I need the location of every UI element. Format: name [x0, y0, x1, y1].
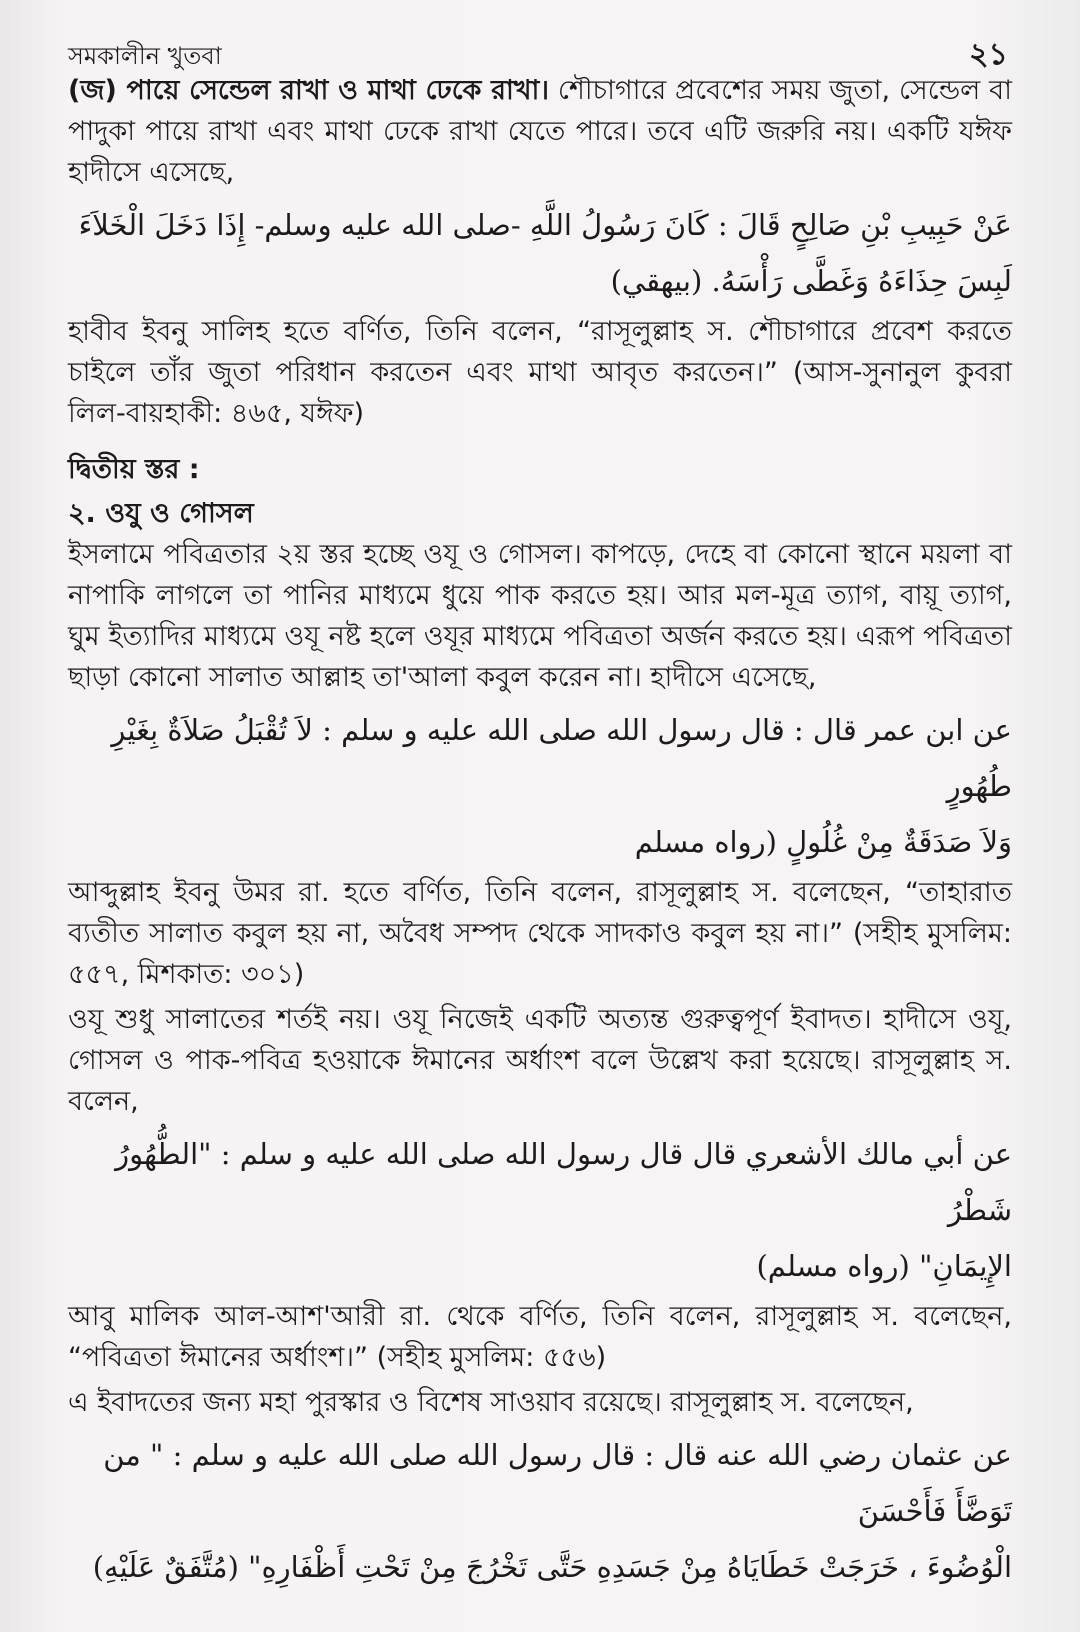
- arabic-hadith-3: [68, 1126, 1012, 1294]
- arabic-hadith-4: [68, 1427, 1012, 1595]
- translation-hadith-3: আবু মালিক আল-আশ'আরী রা. থেকে বর্ণিত, তিনি বলেন, রাসূলুল্লাহ স. বলেছেন, “পবিত্রতা ঈমানের অর্ধাংশ।” (সহীহ মুসলিম: ৫৫৬): [68, 1301, 1012, 1373]
- paragraph-sandal-head-cover: [68, 70, 1012, 193]
- second-level-heading: দ্বিতীয় স্তর :: [68, 454, 200, 485]
- translation-hadith-2: আব্দুল্লাহ ইবনু উমর রা. হতে বর্ণিত, তিনি বলেন, রাসূলুল্লাহ স. বলেছেন, “তাহারাত ব্যতীত সালাত কবুল হয় না, অবৈধ সম্পদ থেকে সাদকাও কবুল হয় না।” (সহীহ মুসলিম: ৫৫৭, মিশকাত: ৩০১): [68, 877, 1012, 990]
- page-header: [68, 30, 1012, 70]
- section-text-jha: শৌচাগারে প্রবেশের সময় জুতা, সেন্ডেল বা পাদুকা পায়ে রাখা এবং মাথা ঢেকে রাখা যেতে পারে। তবে এটি জরুরি নয়। একটি যঈফ হাদীসে এসেছে,: [68, 75, 1012, 188]
- section-heading-jha: (জ) পায়ে সেন্ডেল রাখা ও মাথা ঢেকে রাখা।: [68, 75, 550, 106]
- arabic-hadith-4-line-1: عن عثمان رضي الله عنه قال : قال رسول الله صلى الله عليه و سلم : " من تَوَضَّأَ فَأَحْسَنَ: [103, 1438, 1012, 1528]
- arabic-hadith-1-line-1: عَنْ حَبِيبِ بْنِ صَالِحٍ قَالَ : كَانَ رَسُولُ اللَّهِ -صلى الله عليه وسلم- إِذَا دَخَلَ الْخَلاَءَ: [78, 208, 1012, 242]
- arabic-hadith-4-line-2: الْوُضُوءَ ، خَرَجَتْ خَطَايَاهُ مِنْ جَسَدِهِ حَتَّى تَخْرُجَ مِنْ تَحْتِ أَظْفَارِهِ" (مُتَّفَقٌ عَلَيْهِ): [92, 1550, 1012, 1584]
- paragraph-reward: এ ইবাদতের জন্য মহা পুরস্কার ও বিশেষ সাওয়াব রয়েছে। রাসূলুল্লাহ স. বলেছেন,: [68, 1387, 914, 1418]
- spacer: [68, 438, 1012, 446]
- arabic-hadith-1-line-2: لَبِسَ حِذَاءَهُ وَغَطَّى رَأْسَهُ. (بيهقي): [610, 264, 1012, 298]
- arabic-hadith-3-line-2: الإِيمَانِ" (رواه مسلم): [756, 1249, 1012, 1283]
- arabic-hadith-2-line-1: عن ابن عمر قال : قال رسول الله صلى الله عليه و سلم : لاَ تُقْبَلُ صَلاَةٌ بِغَيْرِ طُهُورٍ: [111, 713, 1012, 803]
- paragraph-wudu-ghusl: ইসলামে পবিত্রতার ২য় স্তর হচ্ছে ওযূ ও গোসল। কাপড়ে, দেহে বা কোনো স্থানে ময়লা বা নাপাকি লাগলে তা পানির মাধ্যমে ধুয়ে পাক করতে হয়। আর মল-মূত্র ত্যাগ, বায়ূ ত্যাগ, ঘুম ইত্যাদির মাধ্যমে ওযূ নষ্ট হলে ওযূর মাধ্যমে পবিত্রতা অর্জন করতে হয়। এরূপ পবিত্রতা ছাড়া কোনো সালাত আল্লাহ তা'আলা কবুল করেন না। হাদীসে এসেছে,: [68, 539, 1012, 693]
- paragraph-wudu-ibadah: ওযূ শুধু সালাতের শর্তই নয়। ওযূ নিজেই একটি অত্যন্ত গুরুত্বপূর্ণ ইবাদত। হাদীসে ওযূ, গোসল ও পাক-পবিত্র হওয়াকে ঈমানের অর্ধাংশ বলে উল্লেখ করা হয়েছে। রাসূলুল্লাহ স. বলেন,: [68, 1004, 1012, 1117]
- arabic-hadith-3-line-1: عن أبي مالك الأشعري قال قال رسول الله صلى الله عليه و سلم : "الطُّهُورُ شَطْرُ: [115, 1137, 1012, 1227]
- arabic-hadith-2-line-2: وَلاَ صَدَقَةٌ مِنْ غُلُولٍ (رواه مسلم: [634, 825, 1012, 859]
- arabic-hadith-2: [68, 702, 1012, 870]
- page-number: ২১: [969, 37, 1008, 72]
- arabic-hadith-1: [68, 197, 1012, 309]
- translation-hadith-1: হাবীব ইবনু সালিহ হতে বর্ণিত, তিনি বলেন, “রাসূলুল্লাহ স. শৌচাগারে প্রবেশ করতে চাইলে তাঁর জুতা পরিধান করতেন এবং মাথা আবৃত করতেন।” (আস-সুনানুল কুবরা লিল-বায়হাকী: ৪৬৫, যঈফ): [68, 316, 1012, 429]
- book-title: সমকালীন খুতবা: [68, 42, 222, 70]
- wudu-heading: ২. ওযু ও গোসল: [68, 498, 254, 529]
